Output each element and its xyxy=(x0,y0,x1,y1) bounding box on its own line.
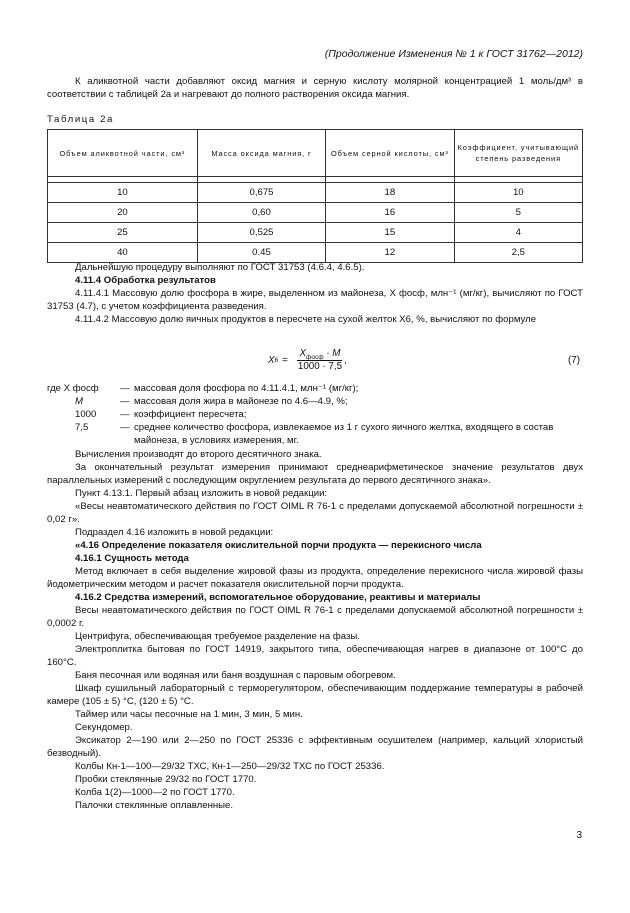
formula-num-tail: · M xyxy=(326,348,341,359)
table-row xyxy=(48,243,583,263)
paragraph: Баня песочная или водяная или баня воздушная с паровым обогревом. xyxy=(75,670,396,681)
table-cell: 12 xyxy=(326,243,454,263)
formula-num-sub: фосф xyxy=(306,353,324,361)
section-4114-block xyxy=(47,261,583,326)
paragraph: Палочки стеклянные оплавленные. xyxy=(75,800,234,811)
definition-row xyxy=(47,382,583,395)
table-cell: 16 xyxy=(326,203,454,223)
definition-text: массовая доля жира в майонезе по 4.6—4.9, %; xyxy=(134,396,348,407)
paragraph: Шкаф сушильный лабораторный с терморегулятором, обеспечивающим поддержание температуры в рабочей камере (105 ± 5) °С, (120 ± 5) °С. xyxy=(47,683,583,707)
paragraph: За окончательный результат измерения принимают среднеарифметическое значение результатов двух параллельных измерений с последующим округлением результата до первого десятичного знака». xyxy=(47,462,583,486)
table-cell: 18 xyxy=(326,183,454,203)
section-heading: 4.16.1 Сущность метода xyxy=(75,553,189,564)
definition-symbol: 1000 xyxy=(75,409,97,420)
section-heading: «4.16 Определение показателя окислительной порчи продукта — перекисного числа xyxy=(75,540,482,551)
main-body xyxy=(47,448,583,812)
table-cell: 10 xyxy=(48,183,198,203)
definition-text: массовая доля фосфора по 4.11.4.1, млн⁻¹ (мг/кг); xyxy=(134,383,359,394)
paragraph: Электроплитка бытовая по ГОСТ 14919, закрытого типа, обеспечивающая нагрев в диапазоне от 100°С до 160°С. xyxy=(47,644,583,668)
formula-7: X 6 = $\frac{X_{фосф} \cdot M}{1000 \cdot 7,5}$ , xyxy=(268,348,347,372)
paragraph: Пункт 4.13.1. Первый абзац изложить в новой редакции: xyxy=(75,488,328,499)
table-caption: Таблица 2а xyxy=(47,114,114,125)
formula-num-var: X xyxy=(299,348,307,359)
col-header-aliquot: Объем аликвотной части, см³ xyxy=(48,130,198,177)
definition-row xyxy=(47,395,583,408)
col-header-acid-volume: Объем серной кислоты, см³ xyxy=(326,130,454,177)
running-header: (Продолжение Изменения № 1 к ГОСТ 31762—2012) xyxy=(324,48,583,60)
equals-sign: = xyxy=(282,355,288,366)
formula-comma: , xyxy=(344,355,347,366)
paragraph: Колба 1(2)—1000—2 по ГОСТ 1770. xyxy=(75,787,235,798)
table-cell: 0,60 xyxy=(197,203,325,223)
table-cell: 0,525 xyxy=(197,223,325,243)
definition-symbol: где X фосф xyxy=(47,383,99,394)
paragraph: Таймер или часы песочные на 1 мин, 3 мин, 5 мин. xyxy=(75,709,303,720)
paragraph: Подраздел 4.16 изложить в новой редакции: xyxy=(75,527,274,538)
col-header-dilution-coef: Коэффициент, учитывающий степень разведения xyxy=(454,130,582,177)
formula-lhs: X xyxy=(268,355,275,366)
formula-denominator: 1000 · 7,5 xyxy=(297,361,343,372)
formula-numerator xyxy=(297,348,342,361)
definition-dash: — xyxy=(120,396,130,407)
paragraph: Эксикатор 2—190 или 2—250 по ГОСТ 25336 с эффективным осушителем (например, кальций хлористый безводный). xyxy=(47,735,583,759)
table-cell: 2,5 xyxy=(454,243,582,263)
table-cell: 25 xyxy=(48,223,198,243)
definition-symbol: M xyxy=(75,396,83,407)
definition-dash: — xyxy=(120,383,130,394)
paragraph: 4.11.4.2 Массовую долю яичных продуктов в пересчете на сухой желток X6, %, вычисляют по формуле xyxy=(75,314,537,325)
intro-paragraph: К аликвотной части добавляют оксид магния и серную кислоту молярной концентрацией 1 моль/дм³ в соответствии с таблицей 2а и нагревают до полного растворения оксида магния. xyxy=(47,76,583,100)
paragraph: Весы неавтоматического действия по ГОСТ OIML R 76-1 с пределами допускаемой абсолютной погрешности ± 0,0002 г. xyxy=(47,605,583,629)
paragraph: Колбы Кн-1—100—29/32 ТХС, Кн-1—250—29/32 ТХС по ГОСТ 25336. xyxy=(75,761,385,772)
table-cell: 4 xyxy=(454,223,582,243)
paragraph: «Весы неавтоматического действия по ГОСТ OIML R 76-1 с пределами допускаемой абсолютной погрешности ± 0,02 г». xyxy=(47,501,583,525)
definition-symbol: 7,5 xyxy=(75,422,89,433)
table-cell: 20 xyxy=(48,203,198,223)
section-heading: 4.11.4 Обработка результатов xyxy=(75,275,216,286)
definition-dash: — xyxy=(120,422,130,433)
paragraph: Дальнейшую процедуру выполняют по ГОСТ 31753 (4.6.4, 4.6.5). xyxy=(75,262,365,273)
definition-text: коэффициент пересчета; xyxy=(134,409,247,420)
paragraph: Вычисления производят до второго десятичного знака. xyxy=(75,449,322,460)
table-row xyxy=(48,183,583,203)
table-row xyxy=(48,223,583,243)
paragraph: Центрифуга, обеспечивающая требуемое разделение на фазы. xyxy=(75,631,360,642)
paragraph: Секундомер. xyxy=(75,722,133,733)
table-row xyxy=(48,203,583,223)
paragraph: Пробки стеклянные 29/32 по ГОСТ 1770. xyxy=(75,774,257,785)
table-cell: 40 xyxy=(48,243,198,263)
table-header-row xyxy=(48,130,583,177)
table-cell: 0,675 xyxy=(197,183,325,203)
page-number: 3 xyxy=(576,830,582,841)
formula-fraction xyxy=(296,348,344,373)
section-heading: 4.16.2 Средства измерений, вспомогательное оборудование, реактивы и материалы xyxy=(75,592,481,603)
definition-text: среднее количество фосфора, извлекаемое из 1 г сухого яичного желтка, входящего в состав майонеза, в условиях измерения, мг. xyxy=(134,422,554,446)
definition-row xyxy=(47,408,583,421)
intro-block xyxy=(47,75,583,101)
formula-number: (7) xyxy=(568,355,580,366)
paragraph: 4.11.4.1 Массовую долю фосфора в жире, выделенном из майонеза, X фосф, млн⁻¹ (мг/кг), вычисляют по ГОСТ 31753 (4.7), с учетом коэффициента разведения. xyxy=(47,288,583,312)
definition-dash: — xyxy=(120,409,130,420)
formula-definitions xyxy=(47,382,583,447)
table-2a xyxy=(47,129,583,263)
table-cell: 10 xyxy=(454,183,582,203)
table-cell: 5 xyxy=(454,203,582,223)
definition-row xyxy=(47,421,583,447)
paragraph: Метод включает в себя выделение жировой фазы из продукта, определение перекисного числа жировой фазы йодометрическим методом и расчет показателя окислительной порчи продукта. xyxy=(47,566,583,590)
table-cell: 0.45 xyxy=(197,243,325,263)
col-header-mgo-mass: Масса оксида магния, г xyxy=(197,130,325,177)
table-cell: 15 xyxy=(326,223,454,243)
